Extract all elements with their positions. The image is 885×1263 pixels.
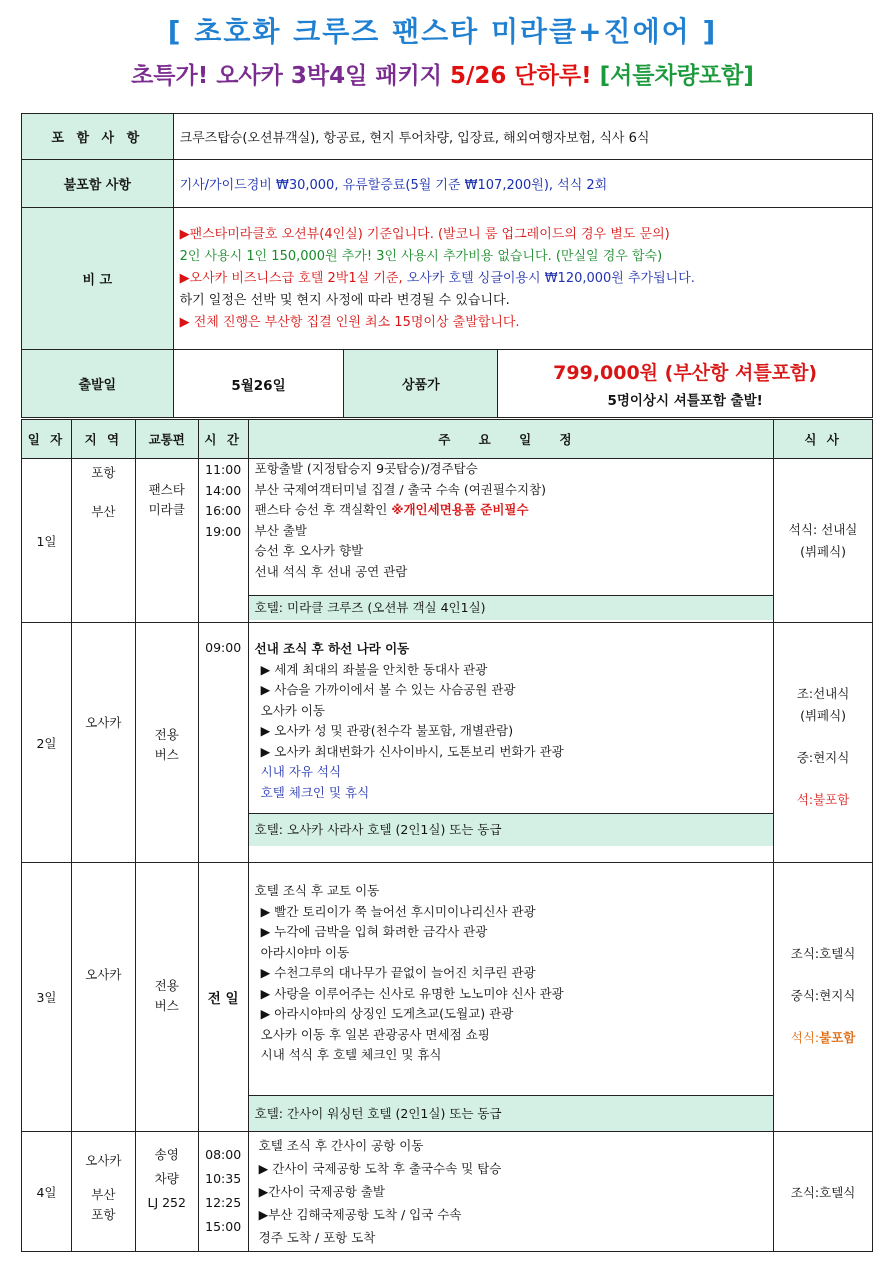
day-label: 4일 bbox=[22, 1132, 72, 1252]
region-name: 포항 bbox=[91, 1207, 116, 1222]
meal-item: 중식:현지식 bbox=[790, 988, 856, 1003]
transport-name: 송영 bbox=[154, 1147, 179, 1162]
hotel-info: 호텔: 간사이 워싱턴 호텔 (2인1실) 또는 동급 bbox=[249, 1095, 774, 1131]
page-title: [ 초호화 크루즈 팬스타 미라클+진에어 ] bbox=[167, 15, 718, 48]
time-value: 16:00 bbox=[205, 503, 242, 518]
price-cell bbox=[498, 350, 873, 418]
itinerary-item: 호텔 체크인 및 휴식 bbox=[260, 784, 370, 800]
hotel-info: 호텔: 오사카 사라사 호텔 (2인1실) 또는 동급 bbox=[249, 813, 774, 846]
itinerary-item: 포항출발 (지정탑승지 9곳탑승)/경주탑승 bbox=[254, 461, 478, 476]
day-label: 3일 bbox=[22, 863, 72, 1132]
transport-name: 팬스타 bbox=[148, 482, 185, 497]
region-name: 오사카 bbox=[85, 1153, 122, 1168]
itinerary-item: 오사카 이동 후 일본 관광공사 면세점 쇼핑 bbox=[260, 1026, 490, 1042]
included-value: 크루즈탑승(오션뷰객실), 항공료, 현지 투어차량, 입장료, 해외여행자보험, 식사 6식 bbox=[173, 114, 872, 160]
note-hotel: ▶오사카 비즈니스급 호텔 2박1실 기준, bbox=[179, 270, 407, 286]
meals-cell bbox=[774, 623, 873, 863]
itinerary-highlight: ※개인세면용품 준비필수 bbox=[391, 502, 529, 517]
time-value: 14:00 bbox=[205, 482, 242, 498]
itinerary-item: ▶ 오사카 최대번화가 신사이바시, 도톤보리 번화가 관광 bbox=[260, 743, 564, 759]
meal-item: (뷔페식) bbox=[800, 543, 847, 559]
price-value: 799,000원 (부산항 셔틀포함) bbox=[553, 362, 818, 384]
itinerary-item: ▶ 아라시야마의 상징인 도게츠교(도월교) 관광 bbox=[260, 1006, 514, 1021]
itinerary-item: 호텔 조식 후 교토 이동 bbox=[254, 883, 380, 898]
note-line: 하기 일정은 선박 및 현지 사정에 따라 변경될 수 있습니다. bbox=[179, 292, 510, 308]
itinerary-item bbox=[255, 500, 768, 521]
time-value: 19:00 bbox=[205, 523, 242, 539]
meal-item: 석:불포함 bbox=[796, 792, 850, 807]
itinerary-item: ▶ 사랑을 이루어주는 신사로 유명한 노노미야 신사 관광 bbox=[260, 985, 564, 1001]
itinerary-item: 오사카 이동 bbox=[260, 702, 326, 718]
excluded-value: 기사/가이드경비 ₩30,000, 유류할증료(5월 기준 ₩107,200원), 석식 2회 bbox=[173, 160, 872, 208]
time-value: 08:00 bbox=[205, 1147, 242, 1162]
note-line: ▶ 전체 진행은 부산항 집결 인원 최소 15명이상 출발합니다. bbox=[179, 314, 520, 330]
times-cell bbox=[198, 459, 248, 623]
itinerary-cell bbox=[248, 459, 774, 623]
page-subtitle bbox=[0, 57, 885, 90]
time-value: 10:35 bbox=[205, 1171, 242, 1186]
itinerary-item: 시내 자유 석식 bbox=[260, 764, 342, 779]
meals-cell bbox=[774, 459, 873, 623]
meal-item bbox=[775, 1027, 871, 1049]
meal-item: (뷔페식) bbox=[800, 708, 847, 723]
package-info-table bbox=[21, 113, 873, 418]
itinerary-item: ▶ 수천그루의 대나무가 끝없이 늘어진 치쿠린 관광 bbox=[260, 965, 536, 980]
subtitle-main: 초특가! 오사카 3박4일 패키지 bbox=[131, 63, 450, 89]
header-transport: 교통편 bbox=[135, 420, 198, 459]
time-value: 09:00 bbox=[205, 640, 242, 655]
transport-name: 전용 bbox=[154, 727, 179, 742]
transport-name: 미라클 bbox=[148, 502, 185, 517]
region-name: 포항 bbox=[91, 465, 116, 480]
itinerary-table bbox=[21, 419, 873, 1252]
price-label: 상품가 bbox=[344, 350, 498, 418]
itinerary-item: 아라시야마 이동 bbox=[260, 944, 350, 960]
itinerary-item: ▶ 누각에 금박을 입혀 화려한 금각사 관광 bbox=[260, 924, 488, 939]
itinerary-cell bbox=[248, 623, 774, 863]
day-row bbox=[22, 1132, 873, 1252]
meal-item: 조:선내식 bbox=[796, 686, 850, 701]
itinerary-item: 선내 조식 후 하선 나라 이동 bbox=[254, 641, 410, 656]
departure-value: 5월26일 bbox=[173, 350, 344, 418]
region-cell bbox=[71, 459, 135, 623]
itinerary-item: ▶ 간사이 국제공항 도착 후 출국수속 및 탑승 bbox=[258, 1161, 502, 1176]
itinerary-item: 부산 국제여객터미널 집결 / 출국 수속 (여권필수지참) bbox=[254, 481, 547, 497]
transport-name: 버스 bbox=[154, 998, 179, 1013]
time-value: 15:00 bbox=[205, 1219, 242, 1234]
region-name: 부산 bbox=[91, 504, 116, 519]
region-name: 오사카 bbox=[85, 715, 122, 730]
header-time: 시 간 bbox=[198, 420, 248, 459]
meal-item: 조식:호텔식 bbox=[790, 946, 856, 961]
region-cell bbox=[71, 863, 135, 1132]
transport-name: LJ 252 bbox=[147, 1195, 186, 1210]
price-note: 5명이상시 셔틀포함 출발! bbox=[607, 393, 763, 409]
transport-cell bbox=[135, 459, 198, 623]
note-line bbox=[180, 268, 871, 290]
region-name: 오사카 bbox=[85, 967, 122, 982]
day-row bbox=[22, 623, 873, 863]
header-itinerary: 주 요 일 정 bbox=[248, 420, 774, 459]
day-row bbox=[22, 863, 873, 1132]
header-meals: 식 사 bbox=[774, 420, 873, 459]
time-note: 전 일 bbox=[198, 863, 248, 1132]
day-label: 2일 bbox=[22, 623, 72, 863]
included-label: 포 함 사 항 bbox=[22, 114, 174, 160]
meal-label: 석식: bbox=[790, 1030, 820, 1045]
itinerary-item: 시내 석식 후 호텔 체크인 및 휴식 bbox=[260, 1047, 442, 1062]
region-cell bbox=[71, 623, 135, 863]
itinerary-cell bbox=[248, 863, 774, 1132]
meal-value: 불포함 bbox=[819, 1030, 856, 1045]
itinerary-item: 선내 석식 후 선내 공연 관람 bbox=[254, 563, 408, 579]
time-value: 11:00 bbox=[205, 462, 242, 477]
times-cell bbox=[198, 623, 248, 863]
meal-item: 중:현지식 bbox=[796, 750, 850, 765]
itinerary-item: ▶부산 김해국제공항 도착 / 입국 수속 bbox=[258, 1207, 462, 1222]
hotel-info: 호텔: 미라클 크루즈 (오션뷰 객실 4인1실) bbox=[249, 595, 774, 620]
meals-cell bbox=[774, 863, 873, 1132]
itinerary-item: ▶ 세계 최대의 좌불을 안치한 동대사 관광 bbox=[260, 661, 488, 677]
transport-name: 전용 bbox=[154, 978, 179, 993]
notes-label: 비 고 bbox=[22, 208, 174, 350]
itinerary-item: 부산 출발 bbox=[254, 522, 307, 538]
note-line: 2인 사용시 1인 150,000원 추가! 3인 사용시 추가비용 없습니다. (만실일 경우 합숙) bbox=[179, 248, 663, 264]
itinerary-item: 호텔 조식 후 간사이 공항 이동 bbox=[258, 1138, 424, 1153]
times-cell bbox=[198, 1132, 248, 1252]
note-single: 오사카 호텔 싱글이용시 ₩120,000원 추가됩니다. bbox=[406, 270, 695, 286]
transport-name: 버스 bbox=[154, 747, 179, 762]
transport-cell bbox=[135, 863, 198, 1132]
subtitle-date: 5/26 단하루! bbox=[450, 63, 600, 89]
transport-cell bbox=[135, 1132, 198, 1252]
subtitle-shuttle: [셔틀차량포함] bbox=[599, 63, 754, 89]
transport-cell bbox=[135, 623, 198, 863]
meals-cell bbox=[774, 1132, 873, 1252]
header-day: 일 자 bbox=[22, 420, 72, 459]
region-name: 부산 bbox=[91, 1187, 116, 1202]
itinerary-item: ▶ 빨간 토리이가 쭉 늘어선 후시미이나리신사 관광 bbox=[260, 903, 536, 919]
meal-item: 석식: 선내실 bbox=[788, 521, 858, 537]
header-region: 지 역 bbox=[71, 420, 135, 459]
time-value: 12:25 bbox=[205, 1195, 242, 1210]
itinerary-cell bbox=[248, 1132, 774, 1252]
day-row bbox=[22, 459, 873, 623]
day-label: 1일 bbox=[22, 459, 72, 623]
notes-cell bbox=[173, 208, 872, 350]
itinerary-text: 팬스타 승선 후 객실확인 bbox=[254, 502, 392, 517]
note-line: ▶팬스타미라클호 오션뷰(4인실) 기준입니다. (발코니 룸 업그레이드의 경우 별도 문의) bbox=[179, 226, 670, 242]
region-cell bbox=[71, 1132, 135, 1252]
itinerary-item: 승선 후 오사카 향발 bbox=[254, 543, 364, 558]
itinerary-item: 경주 도착 / 포항 도착 bbox=[258, 1230, 376, 1245]
itinerary-item: ▶ 사슴을 가까이에서 볼 수 있는 사슴공원 관광 bbox=[260, 682, 516, 697]
transport-name: 차량 bbox=[154, 1171, 179, 1186]
departure-label: 출발일 bbox=[22, 350, 174, 418]
itinerary-item: ▶ 오사카 성 및 관광(천수각 불포함, 개별관람) bbox=[260, 723, 514, 738]
meal-item: 조식:호텔식 bbox=[790, 1184, 856, 1200]
excluded-label: 불포함 사항 bbox=[22, 160, 174, 208]
itinerary-item: ▶간사이 국제공항 출발 bbox=[258, 1184, 385, 1199]
